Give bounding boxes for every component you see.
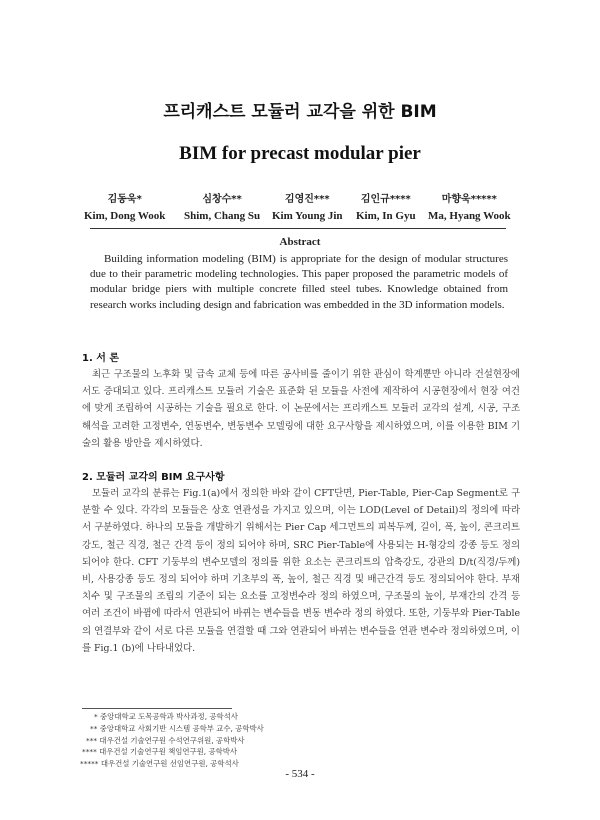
author-name-ko: 마향욱***** bbox=[441, 194, 497, 205]
author-2 bbox=[184, 190, 260, 222]
title-english: BIM for precast modular pier bbox=[179, 143, 421, 164]
section-1-heading: 1. 서 론 bbox=[82, 353, 120, 364]
footnote-1: * 중앙대학교 도목공학과 박사과정, 공학석사 bbox=[94, 712, 238, 721]
author-name-ko: 김동욱* bbox=[107, 194, 142, 205]
author-name-en: Shim, Chang Su bbox=[184, 210, 261, 222]
author-name-en: Kim, Dong Wook bbox=[84, 210, 166, 222]
author-name-ko: 심창수** bbox=[202, 194, 242, 205]
author-name-en: Ma, Hyang Wook bbox=[428, 210, 511, 222]
author-3 bbox=[272, 190, 343, 222]
author-name-ko: 김영진*** bbox=[284, 194, 330, 205]
footnote-5: ***** 대우건설 기술연구원 선임연구원, 공학석사 bbox=[80, 759, 239, 769]
footnote-2: ** 중앙대학교 사회기반 시스템 공학부 교수, 공학박사 bbox=[90, 723, 264, 733]
author-4 bbox=[356, 190, 416, 222]
footnotes bbox=[80, 711, 380, 770]
header-divider bbox=[90, 228, 506, 229]
abstract-text: Building information modeling (BIM) is appropriate for the design of modular structures due to their parametric modeling technologies. This paper proposed the parametric models of modular bridge piers with multiple concrete filled steel tubes. Knowledge obtained from research works including design and fabrication was embedded in the 3D information models. bbox=[90, 253, 508, 311]
section-1-body: 최근 구조물의 노후화 및 급속 교체 등에 따른 공사비를 줄이기 위한 관심이 학계뿐만 아니라 건설현장에서도 증대되고 있다. 프리캐스트 모듈러 기술은 표준화 된 모듈을 사전에 제작하여 시공현장에서 현장 여건에 맞게 조립하여 시공하는 기술을 필요로 한다. 이 논문에서는 프리캐스트 모듈러 교각의 설계, 시공, 구조해석을 고려한 고정변수, 연동변수, 변동변수 모델링에 대한 요구사항을 제시하였으며, 이를 이용한 BIM 기술의 활용 방안을 제시하였다. bbox=[82, 369, 520, 449]
page-number: - 534 - bbox=[285, 768, 315, 780]
footnote-3: *** 대우건설 기술연구원 수석연구위원, 공학박사 bbox=[86, 735, 245, 745]
abstract-heading: Abstract bbox=[279, 236, 321, 248]
section-2-body: 모듈러 교각의 분류는 Fig.1(a)에서 정의한 바와 같이 CFT단면, Pier-Table, Pier-Cap Segment로 구분할 수 있다. 각각의 모듈들은 상호 연관성을 가지고 있으며, 이는 LOD(Level of Detail)의 정의에 따라서 구분하였다. 하나의 모듈을 개발하기 위해서는 Pier Cap 세그먼트의 피복두께, 길이, 폭, 높이, 콘크리트 강도, 철근 직경, 철근 간격 등이 정의 되어야 하며, SRC Pier-Table에 사용되는 H-형강의 강종 등도 정의 되어야 한다. CFT 기둥부의 변수모델의 정의를 위한 요소는 콘크리트의 압축강도, 강관의 D/t(직경/두께)비, 사용강종 등도 정의 되어야 하며 기초부의 폭, 높이, 철근 직경 및 배근간격 등도 정의되어야 한다. 부재 치수 및 구조물의 조립의 기준이 되는 요소를 고정변수라 정의 하였으며, 구조물의 높이, 부재간의 간격 등 여러 조건이 바뀜에 따라서 연관되어 바뀌는 변수들을 변동 변수라 정의 하였다. 또한, 기둥부와 Pier-Table의 연결부와 같이 서로 다른 모듈을 연결할 때 그와 연관되어 바뀌는 변수들을 연관 변수라 정의하였으며, 이를 Fig.1 (b)에 나타내었다. bbox=[82, 488, 520, 654]
author-name-en: Kim Young Jin bbox=[272, 210, 343, 222]
author-name-ko: 김인규**** bbox=[360, 194, 411, 205]
title-korean: 프리캐스트 모듈러 교각을 위한 BIM bbox=[163, 102, 437, 122]
footnote-4: **** 대우건설 기술연구원 책임연구원, 공학박사 bbox=[82, 747, 238, 757]
section-2-heading: 2. 모듈러 교각의 BIM 요구사항 bbox=[82, 472, 225, 483]
author-5 bbox=[428, 190, 511, 222]
footnote-divider bbox=[82, 708, 232, 709]
author-name-en: Kim, In Gyu bbox=[356, 210, 416, 222]
author-1 bbox=[84, 190, 165, 222]
